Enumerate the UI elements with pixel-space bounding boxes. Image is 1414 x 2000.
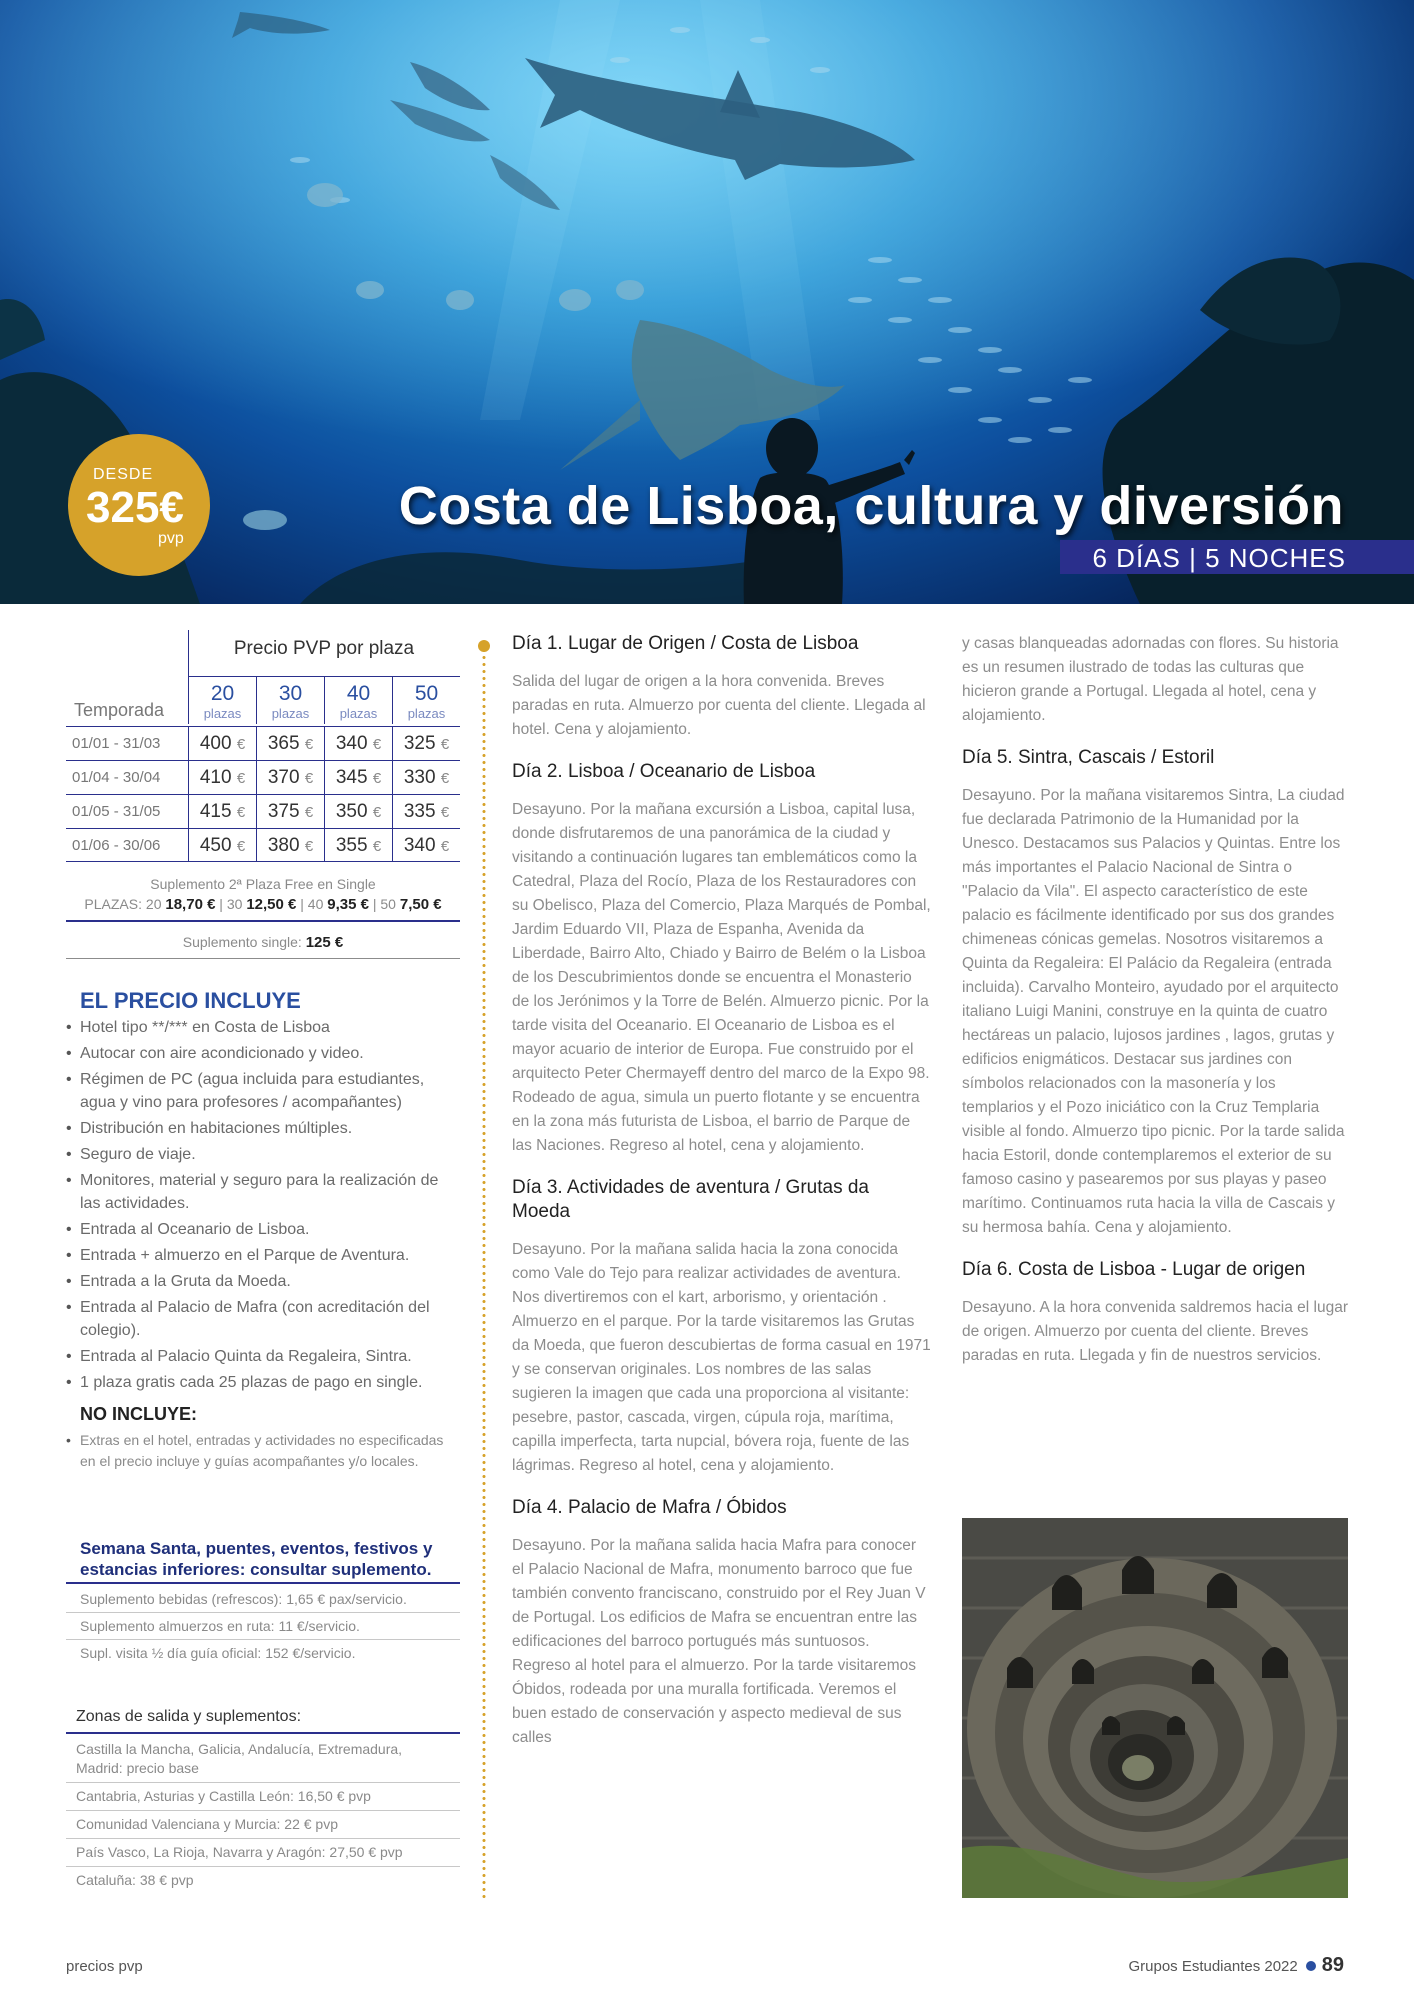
day-description: Desayuno. Por la mañana excursión a Lisboa, capital lusa, donde disfrutaremos de una panorámica de la ciudad y visitando a continuación lugares tan emblemáticos como la Catedral, Plaza del Rocío, Plaza de los Restauradores con su Obelisco, Plaza del Comercio, Plaza Marqués de Pombal, Jardim Eduardo VII, Plaza de Espanha, Avenida da Liberdade, Bairro Alto, Chiado y Bairro de Belém o la Lisboa de los Descubrimientos donde se encuentra el Monasterio de los Jerónimos y la Torre de Belén. Almuerzo picnic. Por la tarde visita del Oceanario. El Oceanario de Lisboa es el mayor acuario de interior de Europa. Fue construido por el arquitecto Peter Chermayeff dentro del marco de la Expo 98. Rodeado de agua, simula un puerto flotante y se encuentra en la zona más futurista de Lisboa, el barrio de Parque de las Naciones. Regreso al hotel, cena y alojamiento. [512,801,931,1154]
currency-symbol: € [372,804,382,821]
group-size-unit: plazas [271,706,310,721]
table-row [66,794,460,828]
divider [66,1582,460,1584]
day-heading: Día 2. Lisboa / Oceanario de Lisboa [512,761,816,782]
itinerary-day [962,746,1350,1240]
footer-left-label: precios pvp [66,1958,143,1975]
departure-zones-list [66,1736,460,1894]
single-supplement-label: Suplemento single: [182,934,302,950]
group-size-column [324,676,392,724]
price-cell [188,727,256,760]
currency-symbol: € [372,736,382,753]
season-dates: 01/04 - 30/04 [72,769,161,786]
plazas-count: 30 [226,896,243,912]
footer-right [1128,1954,1344,1977]
currency-symbol: € [304,770,314,787]
price-cell [324,829,392,861]
currency-symbol: € [440,736,450,753]
divider [66,920,460,922]
price-cell [392,795,460,828]
price-cell [392,761,460,794]
page-title: Costa de Lisboa, cultura y diversión [398,476,1344,536]
list-item: • Entrada al Oceanario de Lisboa. [66,1218,460,1241]
price-cell [324,761,392,794]
list-item: Cantabria, Asturias y Castilla León: 16,50 € pvp [66,1783,460,1811]
supplement-value: 12,50 € [246,896,297,913]
includes-list [66,1016,460,1397]
not-included-text: • Extras en el hotel, entradas y actividades no especificadas en el precio incluye y guías acompañantes y/o locales. [66,1430,460,1472]
price-cell [392,727,460,760]
day-heading: Día 3. Actividades de aventura / Grutas da Moeda [512,1177,869,1222]
price-value: 400 [199,733,232,754]
bullet-dot-icon [1306,1961,1316,1971]
price-cell [256,727,324,760]
price-value: 380 [267,835,300,856]
extra-supplements-list [66,1586,460,1667]
holiday-supplement-note: Semana Santa, puentes, eventos, festivos y estancias inferiores: consultar suplemento. [80,1539,433,1579]
currency-symbol: € [372,770,382,787]
day-heading: Día 6. Costa de Lisboa - Lugar de origen [962,1259,1306,1280]
group-size-column [392,676,460,724]
season-dates: 01/01 - 31/03 [72,735,161,752]
list-item: • Entrada a la Gruta da Moeda. [66,1270,460,1293]
group-size-number: 50 [414,682,439,705]
second-place-supplement-label: Suplemento 2ª Plaza Free en Single [150,876,376,892]
page-number: 89 [1321,1954,1344,1976]
badge-price-amount: 325€ [86,483,184,532]
currency-symbol: € [236,770,246,787]
itinerary-day [962,1258,1350,1368]
divider [66,958,460,959]
currency-symbol: € [304,804,314,821]
price-value: 365 [267,733,300,754]
table-row [66,760,460,794]
price-cell [188,761,256,794]
group-size-columns [188,676,460,724]
trip-duration: 6 DÍAS | 5 NOCHES [1092,543,1346,573]
list-item: Supl. visita ½ día guía oficial: 152 €/servicio. [80,1645,356,1661]
price-cell [256,761,324,794]
badge-desde-label: DESDE [93,466,154,483]
price-value: 340 [403,835,436,856]
list-item: • Monitores, material y seguro para la realización de las actividades. [66,1169,460,1215]
itinerary-day [512,1176,932,1478]
spiral-well-illustration [962,1518,1348,1898]
price-value: 345 [335,767,368,788]
currency-symbol: € [440,804,450,821]
currency-symbol: € [304,838,314,855]
currency-symbol: € [236,838,246,855]
price-value: 330 [403,767,436,788]
includes-heading: EL PRECIO INCLUYE [80,988,301,1013]
list-item: Castilla la Mancha, Galicia, Andalucía, Extremadura, Madrid: precio base [66,1736,460,1783]
badge-pvp-label: pvp [158,530,184,547]
price-value: 325 [403,733,436,754]
day-heading: Día 5. Sintra, Cascais / Estoril [962,747,1215,768]
price-cell [324,727,392,760]
table-row [66,726,460,760]
price-value: 355 [335,835,368,856]
price-table-rows [66,726,460,862]
group-size-unit: plazas [339,706,378,721]
supplement-value: 18,70 € [165,896,216,913]
list-item: • Entrada al Palacio de Mafra (con acreditación del colegio). [66,1296,460,1342]
list-item: • Entrada + almuerzo en el Parque de Aventura. [66,1244,460,1267]
day-description: Desayuno. A la hora convenida saldremos hacia el lugar de origen. Almuerzo por cuenta del cliente. Breves paradas en ruta. Llegada y fin de nuestros servicios. [962,1299,1349,1364]
price-cell [256,795,324,828]
currency-symbol: € [372,838,382,855]
hero-aquarium-photo [0,0,1414,604]
price-value: 340 [335,733,368,754]
season-dates: 01/05 - 31/05 [72,803,161,820]
list-item: País Vasco, La Rioja, Navarra y Aragón: 27,50 € pvp [66,1839,460,1867]
group-size-number: 20 [210,682,235,705]
list-item: Suplemento bebidas (refrescos): 1,65 € pax/servicio. [66,1586,460,1613]
list-item: • Hotel tipo **/*** en Costa de Lisboa [66,1016,460,1039]
price-value: 375 [267,801,300,822]
group-size-unit: plazas [407,706,446,721]
list-item: • Entrada al Palacio Quinta da Regaleira, Sintra. [66,1345,460,1368]
supplement-value: 9,35 € [327,896,369,913]
day-description-continued: y casas blanqueadas adornadas con flores. Su historia es un resumen ilustrado de todas las culturas que hicieron grande a Portugal. Llegada al hotel, cena y alojamiento. [962,635,1339,724]
season-dates: 01/06 - 30/06 [72,836,161,854]
price-cell [188,829,256,861]
plazas-count: 50 [380,896,396,912]
itinerary-day [512,1496,932,1750]
currency-symbol: € [440,838,450,855]
plazas-count: 40 [307,896,324,912]
currency-symbol: € [304,736,314,753]
group-size-column [188,676,256,724]
initiation-well-photo [962,1518,1348,1898]
itinerary-day [512,632,932,742]
footer-publication-title: Grupos Estudiantes 2022 [1128,1958,1298,1975]
day-description: Salida del lugar de origen a la hora convenida. Breves paradas en ruta. Almuerzo por cuenta del cliente. Llegada al hotel. Cena y alojamiento. [512,673,926,738]
day-description: Desayuno. Por la mañana visitaremos Sintra, La ciudad fue declarada Patrimonio de la Humanidad por la Unesco. Destacamos sus Palacios y Quintas. Entre los más importantes el Palacio Nacional de Sintra o "Palacio da Vila". El aspecto característico de este palacio es fácilmente identificado por sus dos grandes chimeneas cónicas gemelas. Nosotros visitaremos a Quinta da Regaleira: El Palácio da Regaleira (entrada incluida). Carvalho Monteiro, ayudado por el arquitecto italiano Luigi Manini, construye en la quinta de cuatro hectáreas un palacio, lujosos jardines , lagos, grutas y edificios enigmáticos. Destacar sus jardines con símbolos relacionados con la masonería y los templarios y el Pozo iniciático con la Cruz Templaria visible al fondo. Almuerzo tipo picnic. Por la tarde salida hacia Estoril, donde contemplaremos el exterior de su famoso casino y pasearemos por sus playas y paseo marítimo. Continuamos ruta hacia la villa de Cascais y su hermosa bahía. Cena y alojamiento. [962,787,1345,1236]
group-size-number: 40 [346,682,371,705]
list-item: Comunidad Valenciana y Murcia: 22 € pvp [66,1811,460,1839]
group-size-unit: plazas [203,706,242,721]
list-item: • Régimen de PC (agua incluida para estudiantes, agua y vino para profesores / acompañantes) [66,1068,460,1114]
list-item: • Autocar con aire acondicionado y video. [66,1042,460,1065]
plazas-label: PLAZAS: [84,896,143,912]
price-cell [392,829,460,861]
single-supplement [66,934,460,951]
day-heading: Día 1. Lugar de Origen / Costa de Lisboa [512,633,859,654]
price-value: 335 [403,801,436,822]
price-cell [188,795,256,828]
price-table-header: Precio PVP por plaza [233,638,415,659]
table-row [66,828,460,862]
price-from-badge [68,434,210,576]
group-size-number: 30 [278,682,303,705]
price-value: 415 [199,801,232,822]
price-cell [324,795,392,828]
plazas-count: 20 [145,896,162,912]
currency-symbol: € [236,804,246,821]
itinerary-column-2 [962,632,1350,1386]
supplement-value: 7,50 € [399,896,442,913]
list-item: Cataluña: 38 € pvp [76,1872,194,1888]
not-included-heading: NO INCLUYE: [80,1404,197,1424]
day-description: Desayuno. Por la mañana salida hacia la zona conocida como Vale do Tejo para realizar actividades de aventura. Nos divertiremos con el kart, arborismo, y orientación . Almuerzo en el parque. Por la tarde visitaremos las Grutas da Moeda, que fueron descubiertas de forma casual en 1971 y se conservan originales. Los nombres de las salas sugieren la imagen que cada una proporciona al visitante: pesebre, pastor, cascada, virgen, cúpula roja, marítima, capilla imperfecta, tarta nupcial, bóvera roja, fuente de las lágrimas. Regreso al hotel, cena y alojamiento. [512,1241,931,1474]
day-description: Desayuno. Por la mañana salida hacia Mafra para conocer el Palacio Nacional de Mafra, monumento barroco que fue también convento franciscano, construido por el Rey Juan V de Portugal. Los edificios de Mafra se encuentran entre las edificaciones del barroco portugués más suntuosos. Regreso al hotel para el almuerzo. Por la tarde visitaremos Óbidos, rodeada por una muralla fortificada. Veremos el buen estado de conservación y aspecto medieval de sus calles [512,1537,926,1746]
itinerary-day [512,760,932,1158]
departure-zones-heading: Zonas de salida y suplementos: [76,1708,302,1725]
single-supplement-value: 125 € [305,934,344,951]
itinerary-column-1 [512,632,932,1768]
currency-symbol: € [440,770,450,787]
divider [66,1732,460,1734]
price-value: 450 [199,835,232,856]
list-item: • Seguro de viaje. [66,1143,460,1166]
price-value: 350 [335,801,368,822]
currency-symbol: € [236,736,246,753]
price-value: 370 [267,767,300,788]
dotted-column-divider [482,640,486,1902]
day-heading: Día 4. Palacio de Mafra / Óbidos [512,1497,787,1518]
price-value: 410 [199,767,232,788]
second-place-supplement-values: PLAZAS: 20 18,70 € | 30 12,50 € | 40 9,35 € | 50 7,50 € [84,896,442,913]
season-column-label: Temporada [74,700,165,720]
list-item: • 1 plaza gratis cada 25 plazas de pago en single. [66,1371,460,1394]
list-item: • Distribución en habitaciones múltiples. [66,1117,460,1140]
group-size-column [256,676,324,724]
list-item: Suplemento almuerzos en ruta: 11 €/servicio. [66,1613,460,1640]
price-cell [256,829,324,861]
